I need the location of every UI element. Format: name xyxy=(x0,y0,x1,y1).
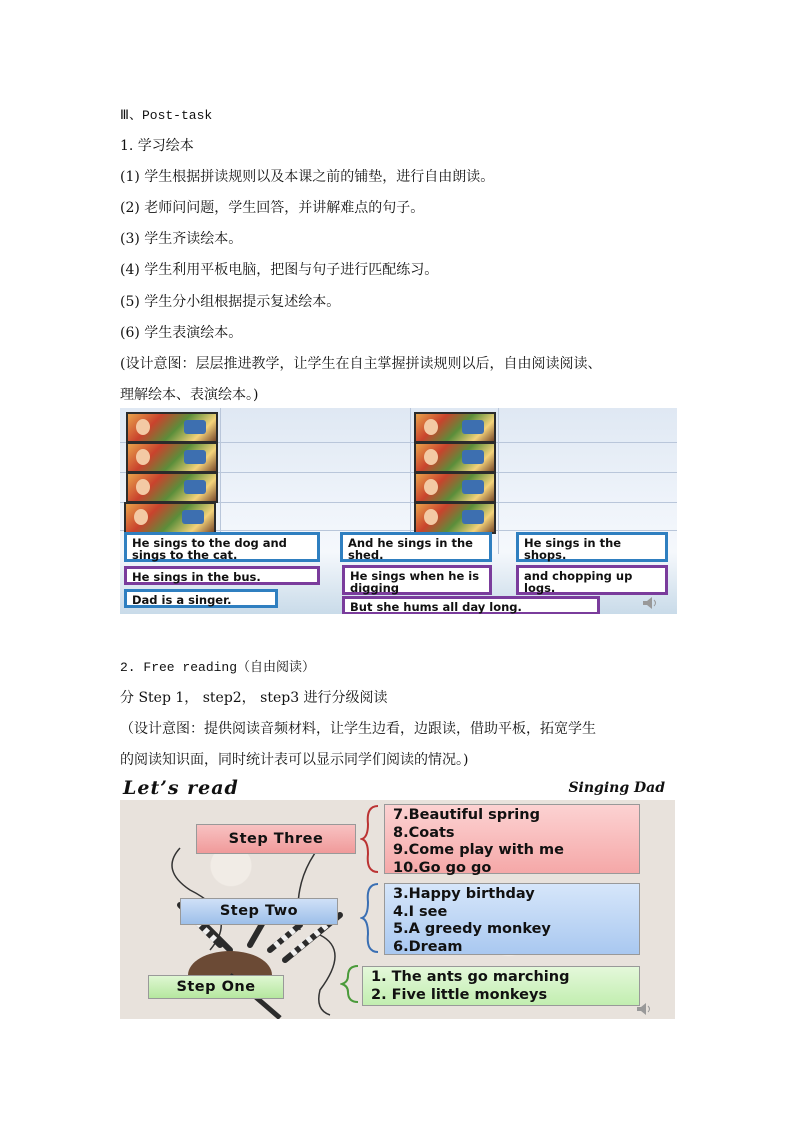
sentence-card[interactable]: and chopping up logs. xyxy=(516,565,668,595)
sentence-card[interactable]: Dad is a singer. xyxy=(124,589,278,608)
picture-thumbnail[interactable] xyxy=(414,472,496,503)
step-line-4: (4) 学生利用平板电脑，把图与句子进行匹配练习。 xyxy=(120,262,439,278)
sentence-card[interactable]: He sings in the shops. xyxy=(516,532,668,562)
picture-thumbnail[interactable] xyxy=(126,412,218,443)
sentence-card[interactable]: He sings to the dog and sings to the cat. xyxy=(124,532,320,562)
section-heading-free-reading: 2. Free reading（自由阅读） xyxy=(120,660,316,675)
picture-thumbnail[interactable] xyxy=(414,502,496,534)
design-intent-line2: 理解绘本、表演绘本。) xyxy=(120,387,259,403)
slide-title: Let’s read xyxy=(123,777,239,799)
design-intent-line1: （设计意图：提供阅读音频材料，让学生边看，边跟读，借助平板，拓宽学生 xyxy=(120,721,596,737)
song-item[interactable]: 6.Dream xyxy=(393,938,463,955)
graded-reading-slide xyxy=(120,775,675,1019)
design-intent-line1: (设计意图：层层推进教学，让学生在自主掌握拼读规则以后，自由阅读阅读、 xyxy=(120,356,602,372)
song-item[interactable]: 2. Five little monkeys xyxy=(371,986,548,1003)
picture-thumbnail[interactable] xyxy=(414,442,496,473)
song-item[interactable]: 1. The ants go marching xyxy=(371,969,570,985)
step-one-list xyxy=(362,966,640,1006)
step-line-3: (3) 学生齐读绘本。 xyxy=(120,231,243,247)
song-item[interactable]: 4.I see xyxy=(393,903,448,920)
brace-icon xyxy=(360,882,380,954)
song-item[interactable]: 7.Beautiful spring xyxy=(393,807,540,823)
step-three-list xyxy=(384,804,640,874)
song-item[interactable]: 10.Go go go xyxy=(393,859,492,876)
sentence-card[interactable]: And he sings in the shed. xyxy=(340,532,492,562)
step-line-1: (1) 学生根据拼读规则以及本课之前的铺垫，进行自由朗读。 xyxy=(120,169,495,185)
song-item[interactable]: 3.Happy birthday xyxy=(393,886,535,902)
item-heading: 1. 学习绘本 xyxy=(120,138,194,154)
brace-icon xyxy=(340,964,360,1004)
slide-book-title: Singing Dad xyxy=(568,780,665,796)
free-reading-steps-line: 分 Step 1， step2， step3 进行分级阅读 xyxy=(120,690,388,706)
speaker-icon[interactable] xyxy=(636,1003,652,1015)
step-two-button[interactable]: Step Two xyxy=(180,898,338,925)
brace-icon xyxy=(360,804,380,874)
sentence-card[interactable]: But she hums all day long. xyxy=(342,596,600,614)
section-heading: Ⅲ、Post-task xyxy=(120,108,213,123)
step-two-list xyxy=(384,883,640,955)
sentence-card[interactable]: He sings in the bus. xyxy=(124,566,320,585)
song-item[interactable]: 5.A greedy monkey xyxy=(393,921,551,937)
picture-thumbnail[interactable] xyxy=(414,412,496,443)
step-line-6: (6) 学生表演绘本。 xyxy=(120,325,243,341)
sentence-card[interactable]: He sings when he is digging xyxy=(342,565,492,595)
picture-thumbnail[interactable] xyxy=(126,472,218,503)
step-line-2: (2) 老师问问题，学生回答，并讲解难点的句子。 xyxy=(120,200,425,216)
picture-thumbnail[interactable] xyxy=(124,502,216,534)
matching-slide xyxy=(120,408,677,614)
step-one-button[interactable]: Step One xyxy=(148,975,284,999)
song-item[interactable]: 8.Coats xyxy=(393,824,455,841)
design-intent-line2: 的阅读知识面，同时统计表可以显示同学们阅读的情况。) xyxy=(120,752,469,768)
step-three-button[interactable]: Step Three xyxy=(196,824,356,854)
speaker-icon[interactable] xyxy=(642,597,658,609)
song-item[interactable]: 9.Come play with me xyxy=(393,842,564,858)
step-line-5: (5) 学生分小组根据提示复述绘本。 xyxy=(120,294,341,310)
picture-thumbnail[interactable] xyxy=(126,442,218,473)
